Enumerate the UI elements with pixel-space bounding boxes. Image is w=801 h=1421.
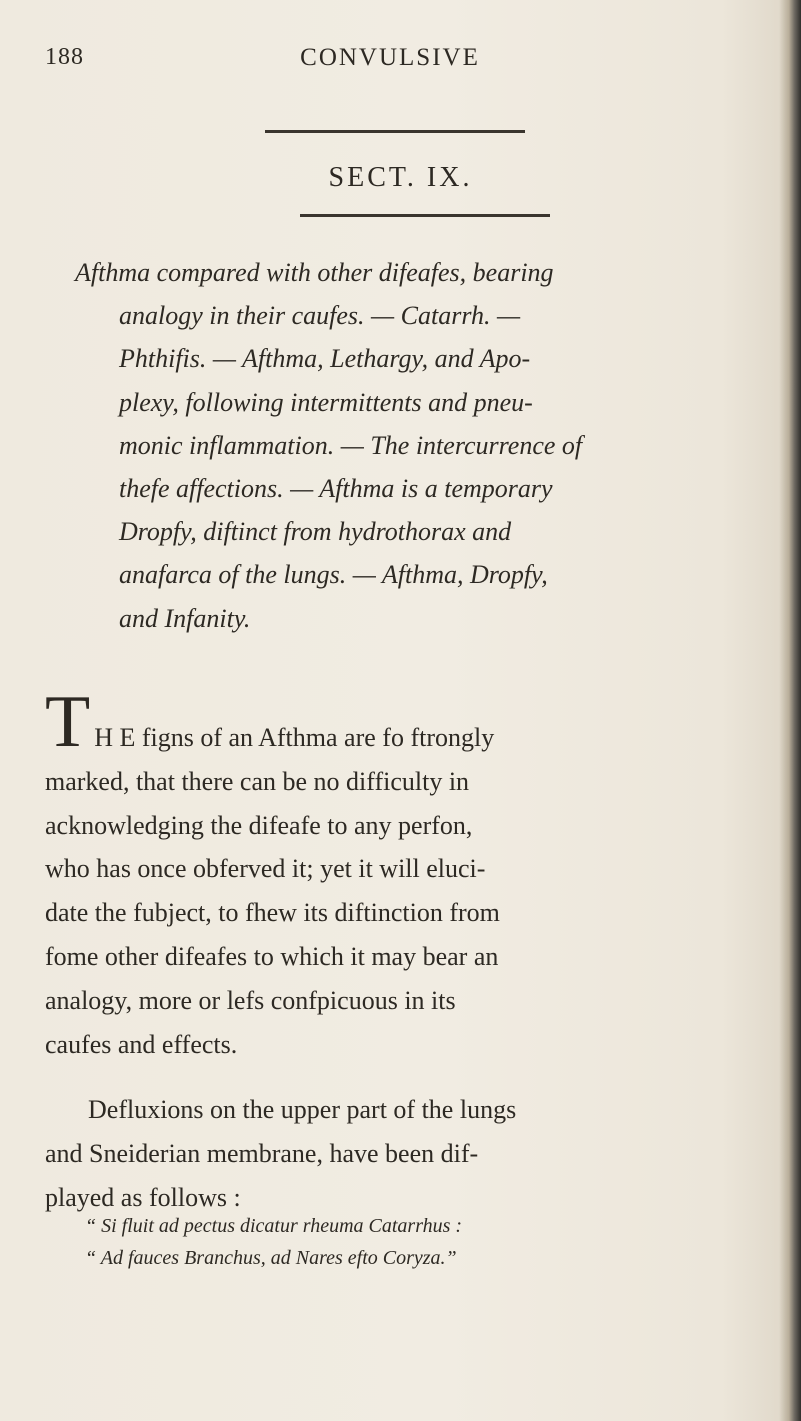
paragraph-line: Defluxions on the upper part of the lungs	[88, 1095, 517, 1124]
summary-line: Afthma compared with other difeafes, bearing	[75, 258, 554, 287]
summary-line: monic inflammation. — The intercurrence of	[119, 430, 583, 460]
running-title: CONVULSIVE	[300, 44, 480, 71]
paragraph-line: H E figns of an Afthma are fo ftrongly	[94, 723, 495, 752]
latin-quote-line: “ Si fluit ad pectus dicatur rheuma Catarrhus :	[85, 1215, 463, 1237]
paragraph-line: who has once obferved it; yet it will eluci-	[45, 854, 486, 884]
page-number: 188	[45, 44, 84, 70]
paragraph-line: date the fubject, to fhew its diftinction from	[45, 898, 500, 928]
summary-line: thefe affections. — Afthma is a temporary	[119, 474, 553, 504]
page-header	[45, 44, 735, 80]
summary-line: Phthifis. — Afthma, Lethargy, and Apo-	[119, 344, 531, 374]
page-edge-shadow	[779, 0, 801, 1421]
paragraph-line: and Sneiderian membrane, have been dif-	[45, 1138, 479, 1168]
section-heading: SECT. IX.	[328, 162, 473, 193]
latin-quote-line: “ Ad fauces Branchus, ad Nares efto Coryza.”	[85, 1247, 457, 1269]
paragraph-line: marked, that there can be no difficulty in	[45, 766, 470, 796]
summary-line: Dropfy, diftinct from hydrothorax and	[119, 517, 512, 547]
paragraph-line: caufes and effects.	[45, 1029, 238, 1059]
paragraph-line: acknowledging the difeafe to any perfon,	[45, 810, 473, 840]
top-rule	[265, 130, 525, 133]
summary-line: anafarca of the lungs. — Afthma, Dropfy,	[119, 560, 548, 590]
bottom-rule	[300, 214, 550, 217]
paragraph-1	[45, 681, 745, 1066]
paragraph-2	[45, 1088, 745, 1219]
section-summary	[75, 251, 740, 640]
paragraph-line: played as follows :	[45, 1182, 241, 1212]
summary-line: and Infanity.	[119, 603, 251, 633]
drop-cap: T	[45, 681, 91, 763]
summary-line: analogy in their caufes. — Catarrh. —	[119, 301, 521, 331]
paragraph-line: analogy, more or lefs confpicuous in its	[45, 985, 456, 1015]
summary-line: plexy, following intermittents and pneu-	[119, 387, 533, 417]
paragraph-line: fome other difeafes to which it may bear an	[45, 941, 499, 971]
